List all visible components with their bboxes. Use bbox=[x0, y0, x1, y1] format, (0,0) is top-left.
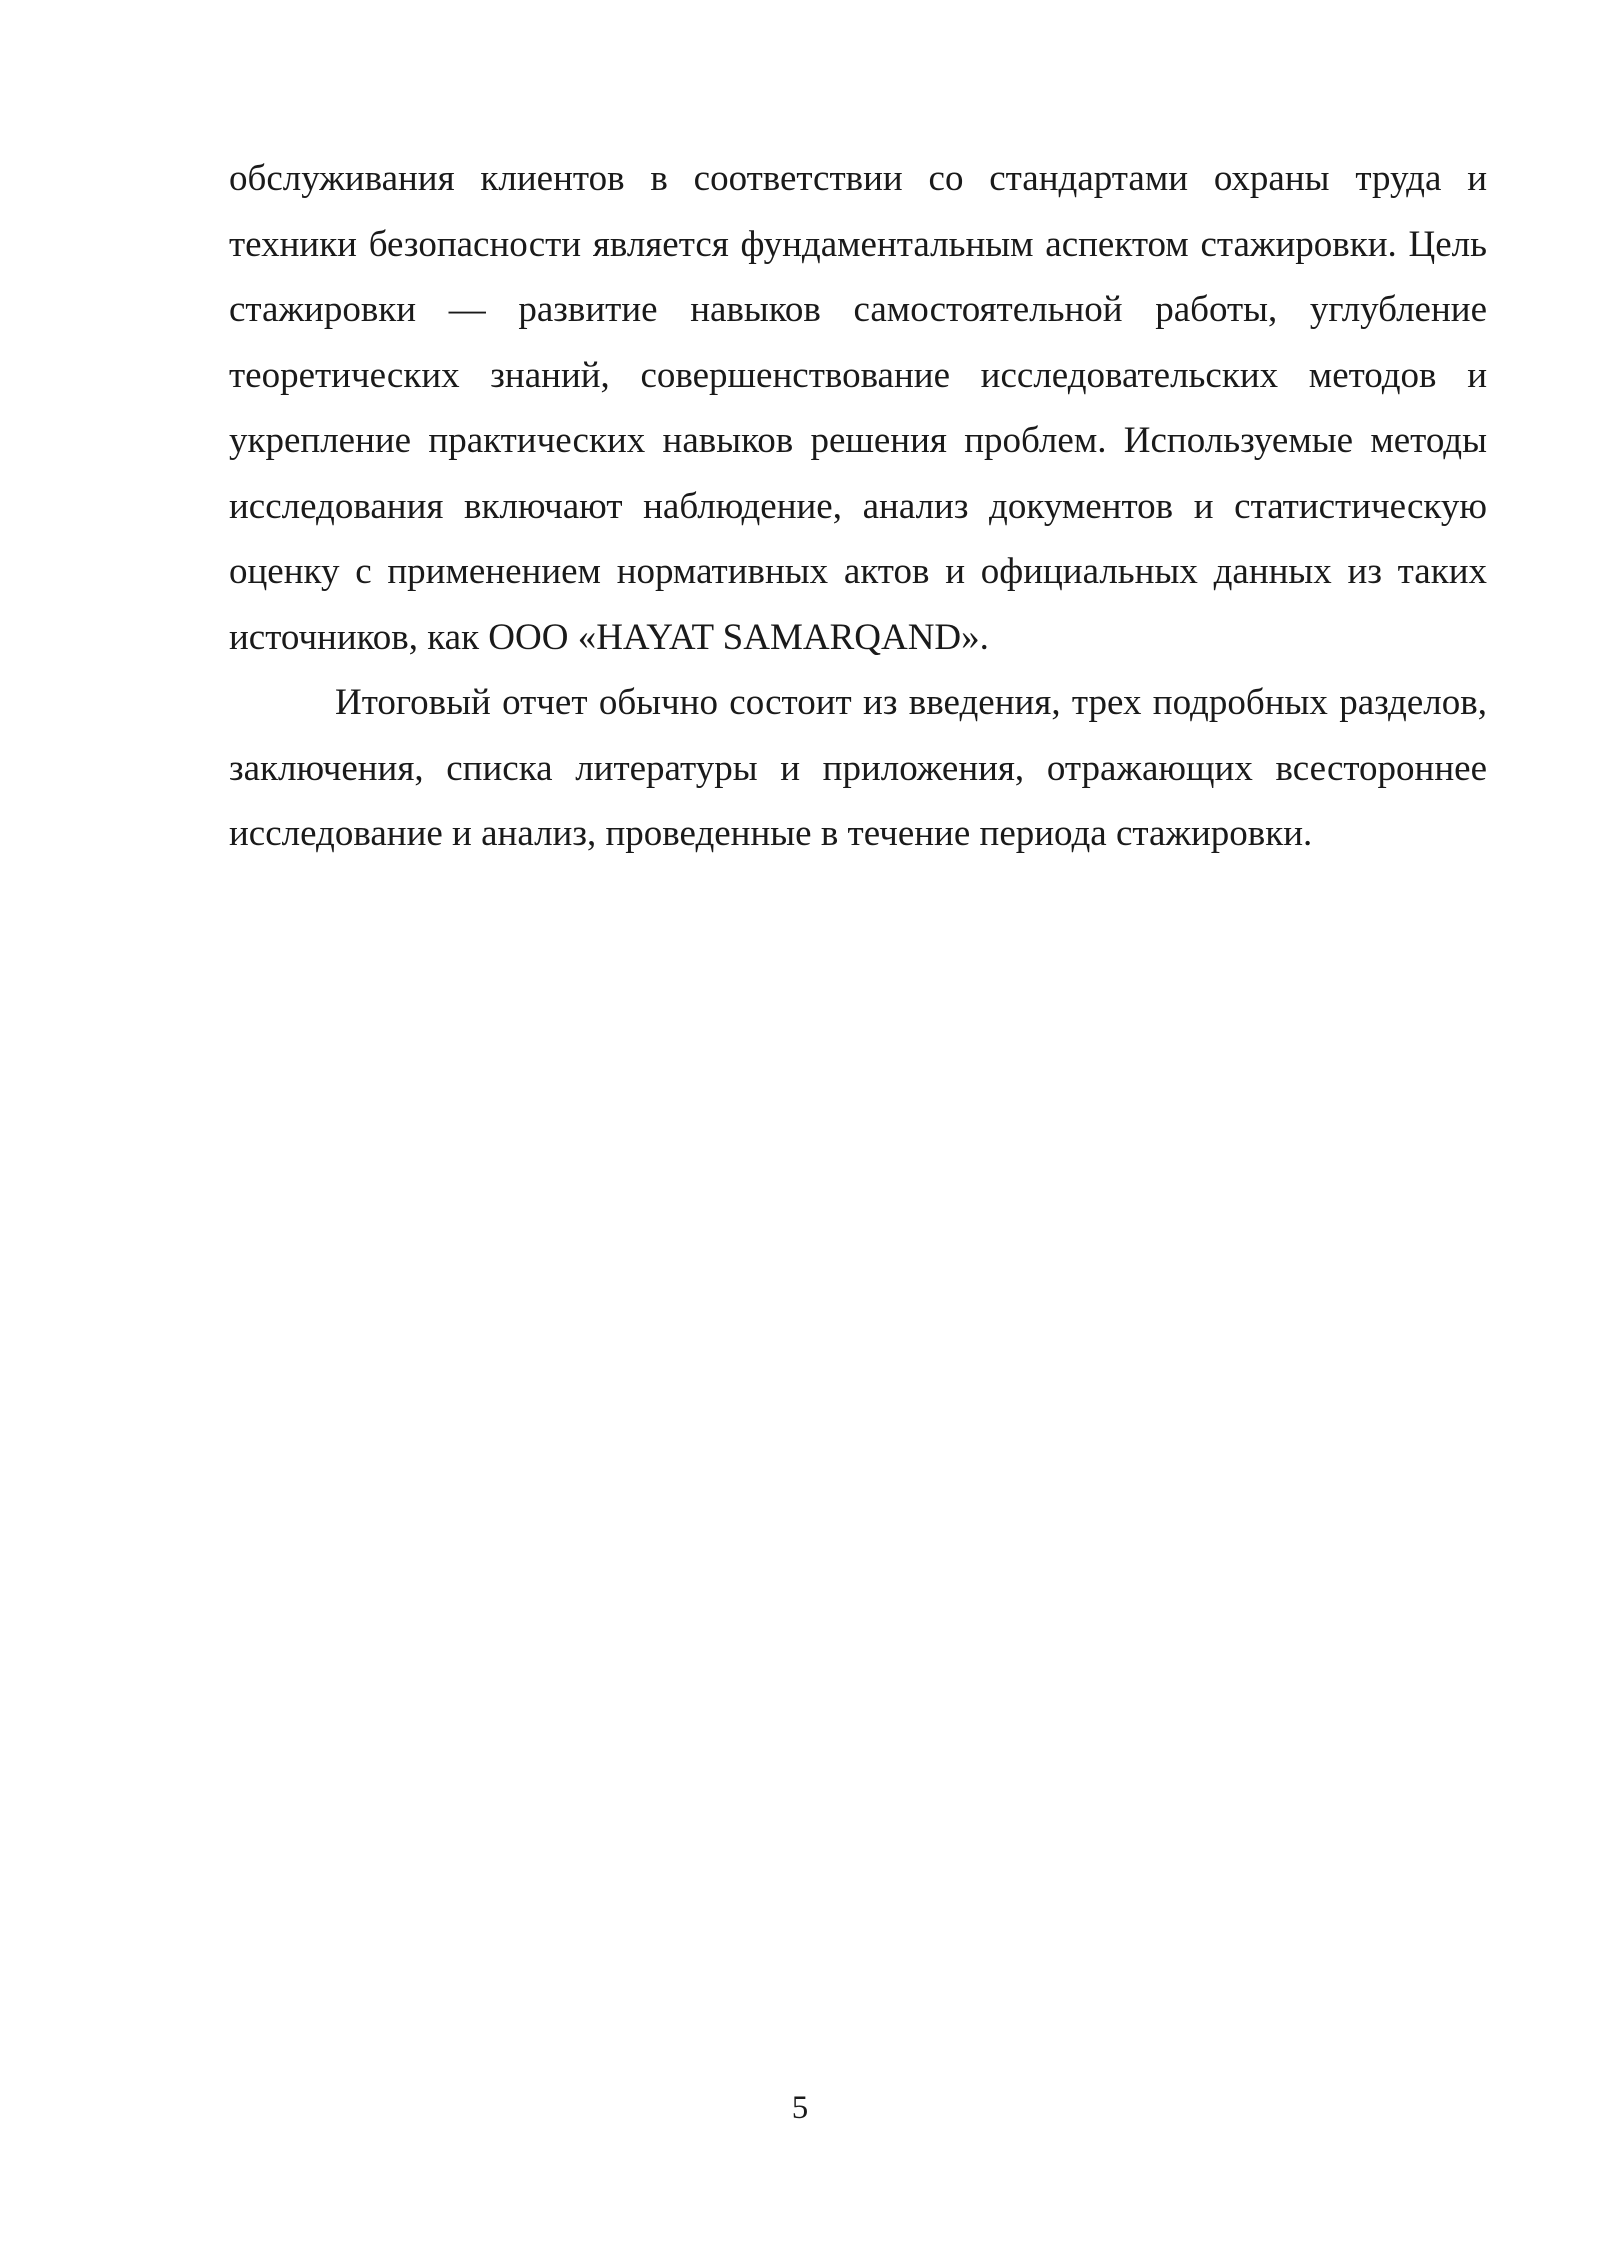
body-text bbox=[229, 146, 1487, 867]
page-number: 5 bbox=[791, 2090, 809, 2126]
paragraph-final-report: Итоговый отчет обычно состоит из введения, трех подробных разделов, заключения, списка литературы и приложения, отражающих всестороннее исследование и анализ, проведенные в течение периода стажировки. bbox=[229, 682, 1487, 854]
paragraph-continuation: обслуживания клиентов в соответствии со стандартами охраны труда и техники безопасности является фундаментальным аспектом стажировки. Цель стажировки — развитие навыков самостоятельной работы, углубление теоретических знаний, совершенствование исследовательских методов и укрепление практических навыков решения проблем. Используемые методы исследования включают наблюдение, анализ документов и статистическую оценку с применением нормативных актов и официальных данных из таких источников, как ООО «HAYAT SAMARQAND». bbox=[229, 158, 1487, 658]
